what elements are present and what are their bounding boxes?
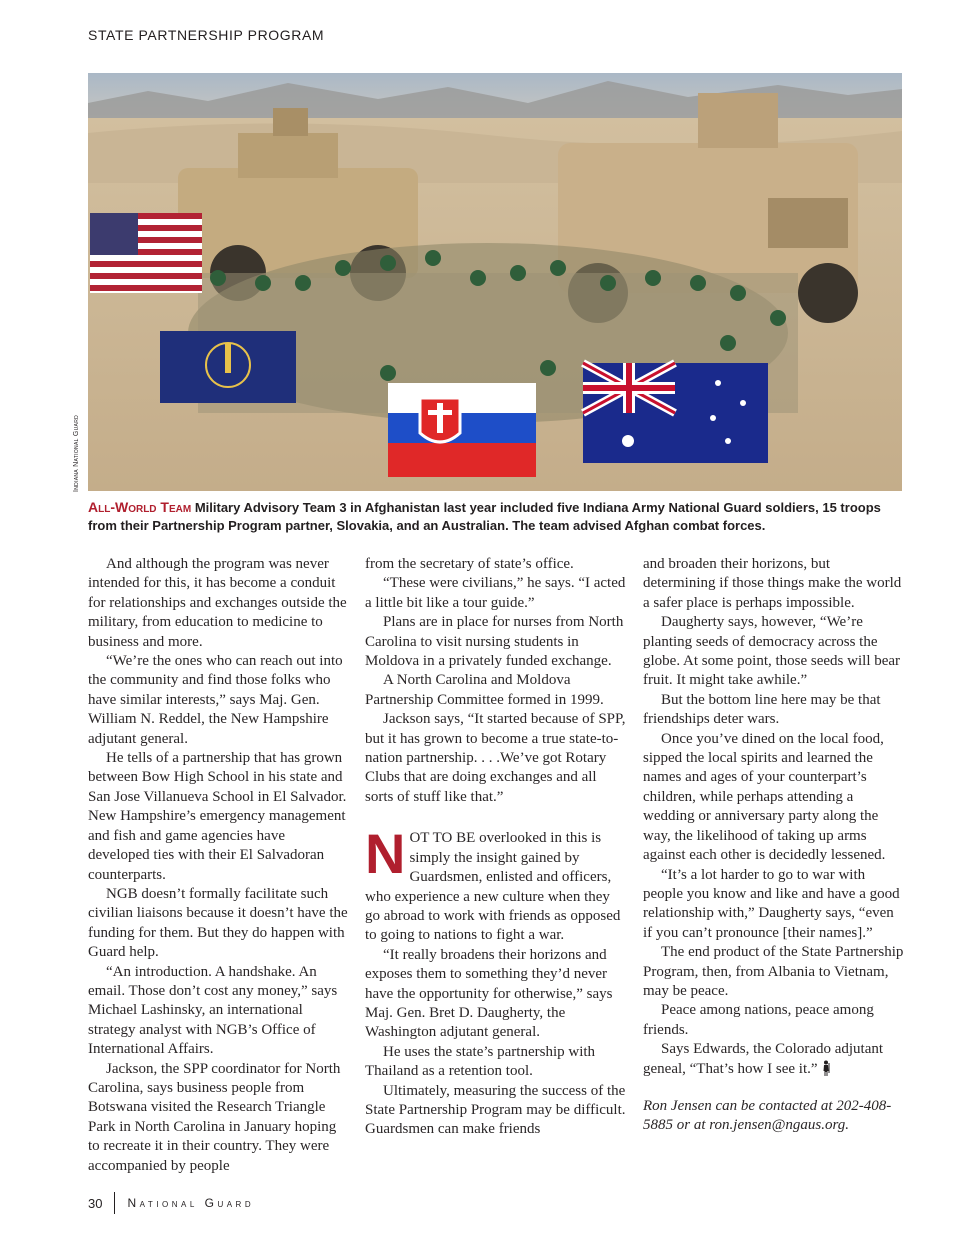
paragraph: “It really broadens their horizons and exposes them to something they’d never have the opportunity for otherwise,” says Maj. Gen. Bret D. Daugherty, the Washington adjutant general. [365,946,613,1041]
page-footer [88,1192,254,1214]
minuteman-end-mark-icon [822,1060,830,1076]
paragraph: “We’re the ones who can reach out into the community and find those folks who have similar interests,” says Maj. Gen. William N. Reddel, the New Hampshire adjutant general. [88,653,343,747]
australia-flag [583,363,768,463]
footer-divider [114,1192,115,1214]
paragraph: Once you’ve dined on the local food, sipped the local spirits and learned the names and ages of your counterpart’s children, while perhaps attending a wedding or anniversary party along the way, the likelihood of taking up arms against each other is decidedly lessened. [643,730,886,864]
paragraph: NGB doesn’t formally facilitate such civilian liaisons because it doesn’t have the funding for them. But they do happen with Guard help. [88,885,348,961]
paragraph: Jackson says, “It started because of SPP, but it has grown to become a true state-to-nation partnership. . . .We’ve got Rotary Clubs that are doing exchanges and all sorts of stuff like that.” [365,711,626,805]
paragraph: Daugherty says, however, “We’re planting seeds of democracy across the globe. At some point, those seeds will bear fruit. It might take awhile.” [643,614,901,689]
article-column-3 [643,555,905,1136]
paragraph: But the bottom line here may be that friendships deter wars. [643,691,881,728]
paragraph: He tells of a partnership that has grown between Bow High School in his state and San Jose Villanueva School in El Salvador. New Hampshire’s emergency management and fish and game agencies have developed ties with their El Salvadoran counterparts. [88,750,347,883]
paragraph: “It’s a lot harder to go to war with people you know and like and have a good relationship with,” Daugherty says, “even if you can’t pronounce [their names].” [643,866,900,941]
smallcaps-lead: OT TO BE [409,830,476,847]
author-contact: Ron Jensen can be contacted at 202-408-5885 or at ron.jensen@ngaus.org. [643,1097,892,1134]
us-flag [90,213,202,293]
paragraph: Jackson, the SPP coordinator for North Carolina, says business people from Botswana visited the Research Triangle Park in North Carolina in January hoping to recreate it in their country. They were accompanied by people [88,1060,341,1174]
paragraph: Ultimately, measuring the success of the State Partnership Program may be difficult. Guardsmen can make friends [365,1082,626,1138]
photo-credit: Indiana National Guard [73,414,80,492]
paragraph: Plans are in place for nurses from North Carolina to visit nursing students in Moldova in a privately funded exchange. [365,614,624,670]
caption-text: Military Advisory Team 3 in Afghanistan last year included five Indiana Army National Guard soldiers, 15 troops from their Partnership Program partner, Slovakia, and an Australian. The team advised Afghan combat forces. [88,500,881,533]
drop-cap: N [365,822,406,886]
final-sentence: Says Edwards, the Colorado adjutant geneal, “That’s how I see it.” [643,1041,884,1077]
paragraph: and broaden their horizons, but determining if those things make the world a safer place is perhaps impossible. [643,556,902,611]
article-column-2 [365,555,627,1140]
magazine-name: National Guard [127,1196,255,1210]
team-photo [88,73,902,491]
article-column-1 [88,555,350,1176]
paragraph-final [643,1040,905,1079]
section-header: STATE PARTNERSHIP PROGRAM [88,27,325,43]
paragraph: “These were civilians,” he says. “I acted a little bit like a tour guide.” [365,575,626,611]
team-photo-illustration [88,73,902,491]
paragraph: from the secretary of state’s office. [365,556,574,572]
paragraph: He uses the state’s partnership with Thailand as a retention tool. [365,1043,596,1080]
page-number: 30 [88,1195,103,1211]
paragraph: A North Carolina and Moldova Partnership Committee formed in 1999. [365,672,604,708]
photo-caption [88,498,908,535]
paragraph: Peace among nations, peace among friends. [643,1002,874,1038]
paragraph: The end product of the State Partnership Program, then, from Albania to Vietnam, may be peace. [643,944,904,999]
paragraph: And although the program was never intended for this, it has become a conduit for relationships and exchanges outside the military, from education to medicine to business and more. [88,556,347,650]
dropcap-paragraph [365,822,627,945]
indiana-flag [160,331,296,403]
dropcap-rest: overlooked in this is simply the insight gained by Guardsmen, enlisted and officers, who experience a new culture when they go abroad to work with friends as opposed to going to nations to fight a war. [365,830,621,944]
paragraph: “An introduction. A handshake. An email. Those don’t cost any money,” says Michael Lashinsky, an international strategy analyst with NGB’s Office of International Affairs. [88,963,338,1058]
slovakia-flag [388,383,536,477]
caption-lead: All-World Team [88,499,192,515]
